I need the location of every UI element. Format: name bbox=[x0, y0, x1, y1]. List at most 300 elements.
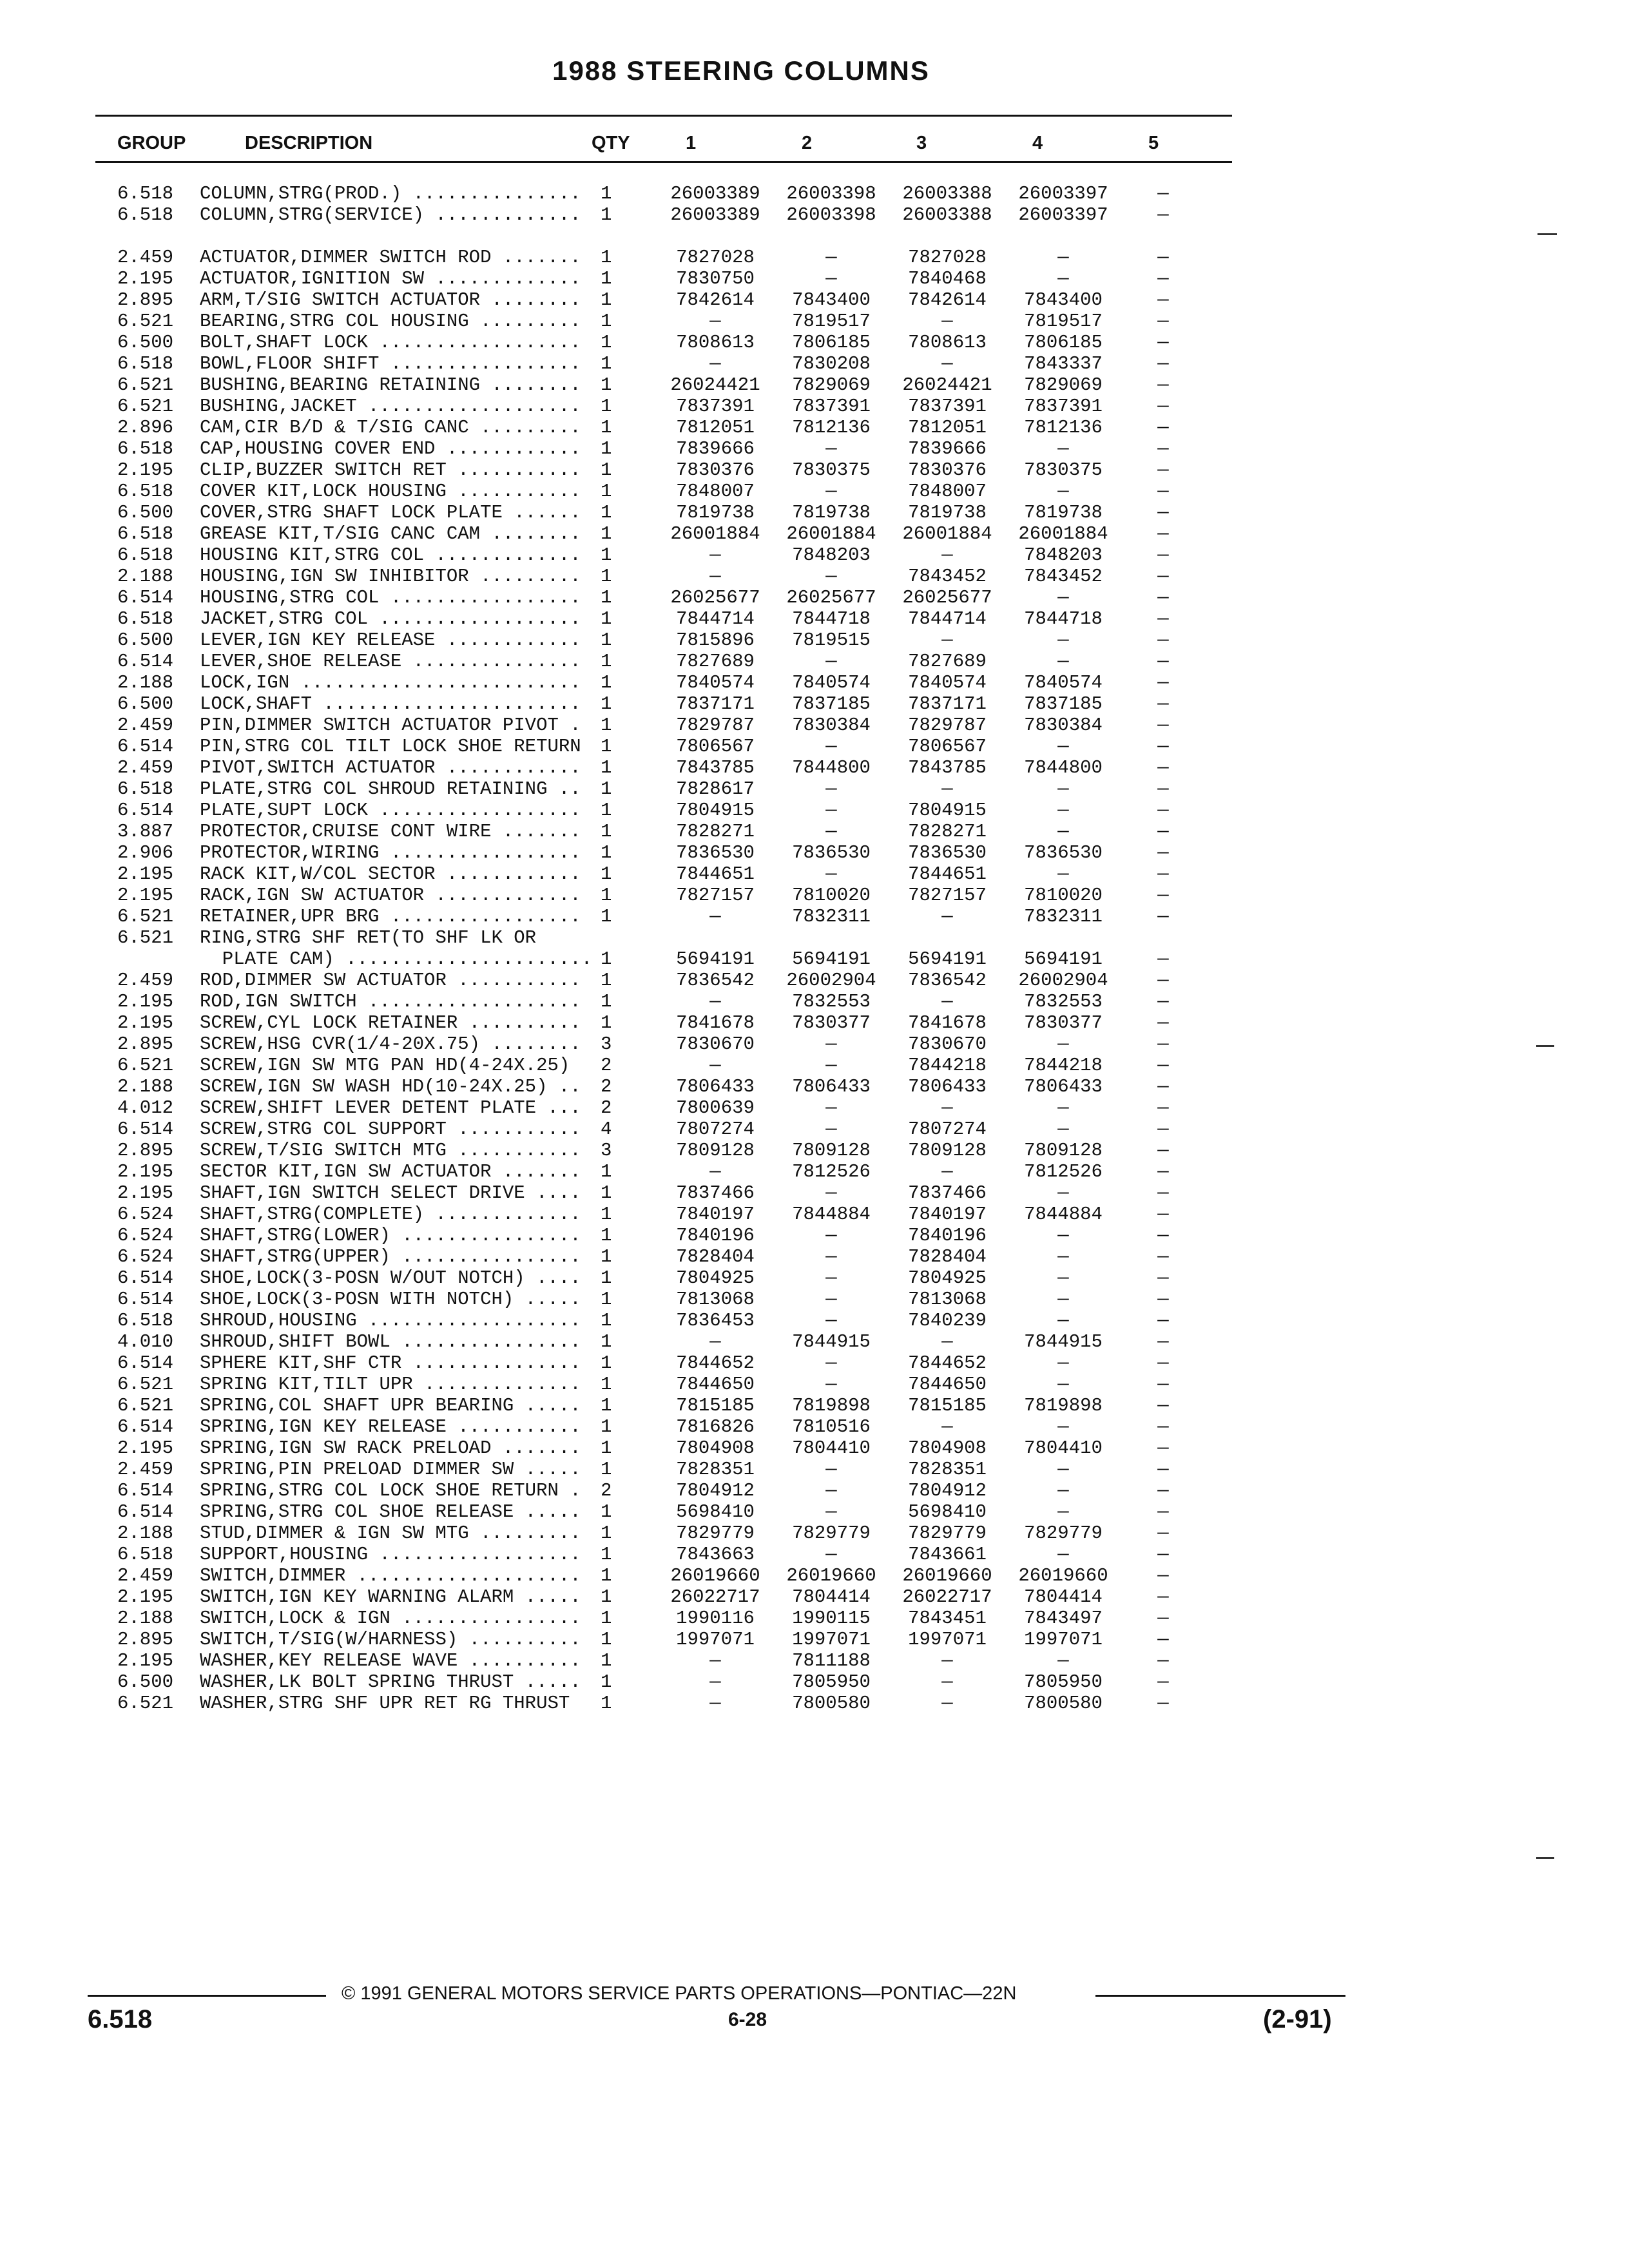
row-part-col-4: 7829779 bbox=[1024, 1523, 1103, 1544]
row-part-col-4: 7830375 bbox=[1024, 459, 1103, 481]
row-part-col-5: — bbox=[1157, 863, 1169, 885]
row-group: 6.521 bbox=[117, 1374, 174, 1395]
row-part-col-4: — bbox=[1057, 1246, 1069, 1267]
row-part-col-3: 26025677 bbox=[902, 587, 992, 608]
table-row bbox=[0, 927, 1629, 948]
row-qty: 1 bbox=[601, 608, 612, 629]
row-group: 2.459 bbox=[117, 715, 174, 736]
row-part-col-3: — bbox=[941, 353, 953, 374]
row-qty: 1 bbox=[601, 247, 612, 268]
row-part-col-2: — bbox=[825, 1267, 837, 1289]
row-part-col-5: — bbox=[1157, 1523, 1169, 1544]
row-part-col-5: — bbox=[1157, 1140, 1169, 1161]
row-part-col-5: — bbox=[1157, 481, 1169, 502]
row-part-col-1: 26019660 bbox=[670, 1565, 760, 1586]
row-part-col-5: — bbox=[1157, 885, 1169, 906]
row-description: SHAFT,STRG(UPPER) ................ bbox=[200, 1246, 593, 1267]
row-group: 6.521 bbox=[117, 396, 174, 417]
row-description: HOUSING,STRG COL ................. bbox=[200, 587, 593, 608]
section-number: 6.518 bbox=[88, 2005, 153, 2033]
row-part-col-2: — bbox=[825, 821, 837, 842]
row-part-col-3: 7830376 bbox=[908, 459, 987, 481]
row-part-col-4: 7832553 bbox=[1024, 991, 1103, 1012]
row-part-col-3: — bbox=[941, 1161, 953, 1182]
page-title: 1988 STEERING COLUMNS bbox=[552, 55, 930, 86]
row-description: RACK,IGN SW ACTUATOR ............. bbox=[200, 885, 593, 906]
row-part-col-4: 7844800 bbox=[1024, 757, 1103, 778]
row-part-col-5: — bbox=[1157, 800, 1169, 821]
row-group: 2.195 bbox=[117, 991, 174, 1012]
row-part-col-2: 7830384 bbox=[792, 715, 871, 736]
row-part-col-5: — bbox=[1157, 247, 1169, 268]
row-description: COVER KIT,LOCK HOUSING ........... bbox=[200, 481, 593, 502]
row-description: SECTOR KIT,IGN SW ACTUATOR ....... bbox=[200, 1161, 593, 1182]
row-group: 6.524 bbox=[117, 1204, 174, 1225]
row-qty: 1 bbox=[601, 693, 612, 715]
row-qty: 1 bbox=[601, 863, 612, 885]
row-part-col-2: — bbox=[825, 800, 837, 821]
row-qty: 1 bbox=[601, 1416, 612, 1437]
row-part-col-3: 7813068 bbox=[908, 1289, 987, 1310]
row-description: SUPPORT,HOUSING .................. bbox=[200, 1544, 593, 1565]
row-part-col-4: 7843337 bbox=[1024, 353, 1103, 374]
row-part-col-5: — bbox=[1157, 289, 1169, 311]
table-row bbox=[0, 1544, 1629, 1565]
row-qty: 1 bbox=[601, 970, 612, 991]
row-qty: 1 bbox=[601, 906, 612, 927]
row-qty: 1 bbox=[601, 417, 612, 438]
row-part-col-3: 7836530 bbox=[908, 842, 987, 863]
row-part-col-4: 7832311 bbox=[1024, 906, 1103, 927]
row-part-col-1: 7830750 bbox=[676, 268, 755, 289]
table-row bbox=[0, 1416, 1629, 1437]
row-part-col-3: 26024421 bbox=[902, 374, 992, 396]
row-group: 6.514 bbox=[117, 1501, 174, 1523]
row-part-col-1: 7829779 bbox=[676, 1523, 755, 1544]
row-qty: 1 bbox=[601, 885, 612, 906]
table-row bbox=[0, 715, 1629, 736]
row-part-col-1: 7812051 bbox=[676, 417, 755, 438]
row-qty: 1 bbox=[601, 1693, 612, 1714]
row-part-col-3: 7840574 bbox=[908, 672, 987, 693]
row-group: 3.887 bbox=[117, 821, 174, 842]
row-group: 6.524 bbox=[117, 1246, 174, 1267]
row-group: 6.524 bbox=[117, 1225, 174, 1246]
row-part-col-2: — bbox=[825, 1182, 837, 1204]
row-part-col-2: 7844800 bbox=[792, 757, 871, 778]
row-description: RETAINER,UPR BRG ................. bbox=[200, 906, 593, 927]
row-part-col-4: 7819898 bbox=[1024, 1395, 1103, 1416]
row-part-col-1: 7828271 bbox=[676, 821, 755, 842]
row-qty: 1 bbox=[601, 587, 612, 608]
row-part-col-2: 7805950 bbox=[792, 1671, 871, 1693]
row-part-col-4: 7804410 bbox=[1024, 1437, 1103, 1459]
row-group: 6.521 bbox=[117, 311, 174, 332]
margin-tick bbox=[1536, 1857, 1554, 1859]
row-part-col-4: 26003397 bbox=[1018, 183, 1108, 204]
row-part-col-4: — bbox=[1057, 1119, 1069, 1140]
row-part-col-4: — bbox=[1057, 1459, 1069, 1480]
table-row bbox=[0, 1225, 1629, 1246]
row-part-col-2: 7837185 bbox=[792, 693, 871, 715]
row-part-col-1: 7828617 bbox=[676, 778, 755, 800]
row-description: SCREW,IGN SW MTG PAN HD(4-24X.25) bbox=[200, 1055, 581, 1076]
row-group: 2.188 bbox=[117, 566, 174, 587]
row-part-col-3: 7843661 bbox=[908, 1544, 987, 1565]
row-part-col-2: — bbox=[825, 1055, 837, 1076]
row-group: 2.459 bbox=[117, 1459, 174, 1480]
row-description: WASHER,LK BOLT SPRING THRUST ..... bbox=[200, 1671, 593, 1693]
table-row bbox=[0, 1119, 1629, 1140]
row-description: BEARING,STRG COL HOUSING ......... bbox=[200, 311, 593, 332]
row-part-col-3: 7842614 bbox=[908, 289, 987, 311]
row-part-col-5: — bbox=[1157, 1650, 1169, 1671]
row-qty: 4 bbox=[601, 1119, 612, 1140]
table-row bbox=[0, 289, 1629, 311]
row-part-col-2: — bbox=[825, 247, 837, 268]
row-part-col-1: 7842614 bbox=[676, 289, 755, 311]
row-group: 4.012 bbox=[117, 1097, 174, 1119]
row-part-col-3: 26001884 bbox=[902, 523, 992, 544]
row-part-col-1: — bbox=[709, 566, 721, 587]
row-part-col-1: 7836542 bbox=[676, 970, 755, 991]
row-group: 2.896 bbox=[117, 417, 174, 438]
row-qty: 1 bbox=[601, 821, 612, 842]
row-part-col-2: 7811188 bbox=[792, 1650, 871, 1671]
row-part-col-4: 7810020 bbox=[1024, 885, 1103, 906]
row-part-col-5: — bbox=[1157, 1225, 1169, 1246]
row-part-col-4: 7843452 bbox=[1024, 566, 1103, 587]
row-part-col-4: — bbox=[1057, 1097, 1069, 1119]
table-row bbox=[0, 1565, 1629, 1586]
row-part-col-1: 7819738 bbox=[676, 502, 755, 523]
row-group: 6.518 bbox=[117, 523, 174, 544]
row-part-col-2: — bbox=[825, 1033, 837, 1055]
row-qty: 1 bbox=[601, 332, 612, 353]
row-qty: 1 bbox=[601, 311, 612, 332]
table-row bbox=[0, 1140, 1629, 1161]
row-part-col-5: — bbox=[1157, 374, 1169, 396]
row-part-col-2: — bbox=[825, 736, 837, 757]
row-group: 2.195 bbox=[117, 1161, 174, 1182]
table-row bbox=[0, 608, 1629, 629]
table-row bbox=[0, 396, 1629, 417]
row-qty: 1 bbox=[601, 1501, 612, 1523]
row-part-col-4: 7844884 bbox=[1024, 1204, 1103, 1225]
row-part-col-1: 7804915 bbox=[676, 800, 755, 821]
row-part-col-2: 7819738 bbox=[792, 502, 871, 523]
row-part-col-3: — bbox=[941, 1693, 953, 1714]
row-part-col-1: — bbox=[709, 1671, 721, 1693]
row-description: PROTECTOR,WIRING ................. bbox=[200, 842, 593, 863]
row-part-col-2: 1990115 bbox=[792, 1608, 871, 1629]
row-group: 6.521 bbox=[117, 1693, 174, 1714]
row-part-col-4: 7830384 bbox=[1024, 715, 1103, 736]
row-description: SWITCH,LOCK & IGN ................ bbox=[200, 1608, 593, 1629]
row-description: WASHER,KEY RELEASE WAVE .......... bbox=[200, 1650, 593, 1671]
table-row bbox=[0, 672, 1629, 693]
row-description: SCREW,HSG CVR(1/4-20X.75) ........ bbox=[200, 1033, 593, 1055]
col-header-4: 4 bbox=[1032, 133, 1043, 153]
row-part-col-5: — bbox=[1157, 1416, 1169, 1437]
row-qty: 1 bbox=[601, 353, 612, 374]
row-part-col-4: — bbox=[1057, 651, 1069, 672]
row-part-col-4: — bbox=[1057, 821, 1069, 842]
row-group: 2.459 bbox=[117, 1565, 174, 1586]
table-row bbox=[0, 1586, 1629, 1608]
row-part-col-2: — bbox=[825, 268, 837, 289]
row-part-col-4: 7812136 bbox=[1024, 417, 1103, 438]
table-row bbox=[0, 1480, 1629, 1501]
row-part-col-2: 7804414 bbox=[792, 1586, 871, 1608]
row-group: 2.195 bbox=[117, 885, 174, 906]
row-qty: 1 bbox=[601, 757, 612, 778]
row-part-col-5: — bbox=[1157, 1119, 1169, 1140]
table-row bbox=[0, 1161, 1629, 1182]
row-group: 6.518 bbox=[117, 481, 174, 502]
table-row bbox=[0, 226, 1629, 247]
row-description: PROTECTOR,CRUISE CONT WIRE ....... bbox=[200, 821, 593, 842]
row-part-col-4: — bbox=[1057, 1544, 1069, 1565]
row-part-col-5: — bbox=[1157, 1161, 1169, 1182]
row-qty: 1 bbox=[601, 1608, 612, 1629]
row-description: SCREW,IGN SW WASH HD(10-24X.25) .. bbox=[200, 1076, 593, 1097]
row-part-col-3: 7812051 bbox=[908, 417, 987, 438]
row-part-col-2: — bbox=[825, 1310, 837, 1331]
table-row bbox=[0, 1097, 1629, 1119]
row-qty: 1 bbox=[601, 438, 612, 459]
row-part-col-3: 7806567 bbox=[908, 736, 987, 757]
row-part-col-3: — bbox=[941, 991, 953, 1012]
row-qty: 1 bbox=[601, 1586, 612, 1608]
row-description: RING,STRG SHF RET(TO SHF LK OR bbox=[200, 927, 537, 948]
row-part-col-4: 26002904 bbox=[1018, 970, 1108, 991]
row-description: LOCK,IGN ......................... bbox=[200, 672, 593, 693]
row-part-col-2: 7848203 bbox=[792, 544, 871, 566]
row-qty: 1 bbox=[601, 204, 612, 226]
row-part-col-3: 7844218 bbox=[908, 1055, 987, 1076]
table-row bbox=[0, 778, 1629, 800]
table-row bbox=[0, 736, 1629, 757]
row-part-col-3: 7837171 bbox=[908, 693, 987, 715]
row-qty: 1 bbox=[601, 566, 612, 587]
row-part-col-4: 7800580 bbox=[1024, 1693, 1103, 1714]
table-row bbox=[0, 693, 1629, 715]
row-part-col-3: — bbox=[941, 778, 953, 800]
row-group: 2.195 bbox=[117, 268, 174, 289]
row-qty: 1 bbox=[601, 1225, 612, 1246]
row-part-col-4: 1997071 bbox=[1024, 1629, 1103, 1650]
row-part-col-3: 7844714 bbox=[908, 608, 987, 629]
row-description: CLIP,BUZZER SWITCH RET ........... bbox=[200, 459, 593, 481]
row-part-col-1: — bbox=[709, 1331, 721, 1352]
table-row bbox=[0, 1693, 1629, 1714]
row-part-col-2: — bbox=[825, 1374, 837, 1395]
row-description: SHROUD,HOUSING ................... bbox=[200, 1310, 593, 1331]
row-description: ROD,IGN SWITCH ................... bbox=[200, 991, 593, 1012]
row-part-col-5: — bbox=[1157, 1480, 1169, 1501]
row-part-col-1: 26001884 bbox=[670, 523, 760, 544]
row-description: SCREW,STRG COL SUPPORT ........... bbox=[200, 1119, 593, 1140]
row-group: 2.195 bbox=[117, 1182, 174, 1204]
table-row bbox=[0, 523, 1629, 544]
row-part-col-5: — bbox=[1157, 523, 1169, 544]
row-part-col-3: — bbox=[941, 1331, 953, 1352]
row-part-col-1: — bbox=[709, 1650, 721, 1671]
row-description: SHOE,LOCK(3-POSN W/OUT NOTCH) .... bbox=[200, 1267, 593, 1289]
row-part-col-1: — bbox=[709, 1161, 721, 1182]
table-row bbox=[0, 1523, 1629, 1544]
row-part-col-4: — bbox=[1057, 247, 1069, 268]
row-part-col-4: — bbox=[1057, 863, 1069, 885]
row-description: SHOE,LOCK(3-POSN WITH NOTCH) ..... bbox=[200, 1289, 593, 1310]
row-group: 6.500 bbox=[117, 693, 174, 715]
row-part-col-4: 7809128 bbox=[1024, 1140, 1103, 1161]
row-group: 2.195 bbox=[117, 1650, 174, 1671]
row-part-col-2: — bbox=[825, 1480, 837, 1501]
row-description: SCREW,T/SIG SWITCH MTG ........... bbox=[200, 1140, 593, 1161]
row-part-col-2: 7806185 bbox=[792, 332, 871, 353]
row-part-col-5: — bbox=[1157, 1267, 1169, 1289]
row-part-col-1: 7807274 bbox=[676, 1119, 755, 1140]
row-part-col-4: — bbox=[1057, 1267, 1069, 1289]
row-part-col-2: 7843400 bbox=[792, 289, 871, 311]
row-part-col-1: 7843785 bbox=[676, 757, 755, 778]
table-row bbox=[0, 204, 1629, 226]
row-part-col-5: — bbox=[1157, 1352, 1169, 1374]
table-row bbox=[0, 183, 1629, 204]
row-part-col-1: — bbox=[709, 311, 721, 332]
row-part-col-5: — bbox=[1157, 566, 1169, 587]
row-description: SHAFT,STRG(LOWER) ................ bbox=[200, 1225, 593, 1246]
row-part-col-2: 7836530 bbox=[792, 842, 871, 863]
row-part-col-4: — bbox=[1057, 800, 1069, 821]
row-qty: 1 bbox=[601, 1437, 612, 1459]
row-group: 6.518 bbox=[117, 1310, 174, 1331]
row-group: 6.514 bbox=[117, 1352, 174, 1374]
table-row bbox=[0, 1331, 1629, 1352]
row-group: 6.521 bbox=[117, 1055, 174, 1076]
row-description: SPHERE KIT,SHF CTR ............... bbox=[200, 1352, 593, 1374]
row-part-col-2: 7804410 bbox=[792, 1437, 871, 1459]
row-part-col-4: — bbox=[1057, 1416, 1069, 1437]
row-part-col-3: 7837466 bbox=[908, 1182, 987, 1204]
row-part-col-1: — bbox=[709, 1693, 721, 1714]
row-part-col-1: — bbox=[709, 353, 721, 374]
row-part-col-1: 7844652 bbox=[676, 1352, 755, 1374]
row-group: 2.188 bbox=[117, 1523, 174, 1544]
row-part-col-3: — bbox=[941, 544, 953, 566]
row-part-col-5: — bbox=[1157, 1055, 1169, 1076]
row-part-col-3: 7840196 bbox=[908, 1225, 987, 1246]
row-part-col-4: 7840574 bbox=[1024, 672, 1103, 693]
row-description: SHAFT,IGN SWITCH SELECT DRIVE .... bbox=[200, 1182, 593, 1204]
revision-date: (2-91) bbox=[1263, 2005, 1332, 2033]
row-part-col-1: — bbox=[709, 906, 721, 927]
table-row bbox=[0, 800, 1629, 821]
row-part-col-5: — bbox=[1157, 1544, 1169, 1565]
row-part-col-4: — bbox=[1057, 629, 1069, 651]
row-part-col-1: 26003389 bbox=[670, 204, 760, 226]
row-description: SCREW,SHIFT LEVER DETENT PLATE ... bbox=[200, 1097, 593, 1119]
row-part-col-2: 7830377 bbox=[792, 1012, 871, 1033]
row-group: 6.514 bbox=[117, 1416, 174, 1437]
row-part-col-2: 7844915 bbox=[792, 1331, 871, 1352]
row-qty: 1 bbox=[601, 715, 612, 736]
footer-rule-right bbox=[1095, 1995, 1345, 1997]
row-description: ACTUATOR,IGNITION SW ............. bbox=[200, 268, 593, 289]
table-row bbox=[0, 1267, 1629, 1289]
table-row bbox=[0, 417, 1629, 438]
row-part-col-5: — bbox=[1157, 693, 1169, 715]
row-part-col-3: 7815185 bbox=[908, 1395, 987, 1416]
row-part-col-5: — bbox=[1157, 757, 1169, 778]
row-part-col-2: — bbox=[825, 778, 837, 800]
row-part-col-3: 7806433 bbox=[908, 1076, 987, 1097]
row-group: 6.518 bbox=[117, 1544, 174, 1565]
row-group: 2.895 bbox=[117, 1033, 174, 1055]
row-part-col-1: 7827028 bbox=[676, 247, 755, 268]
row-part-col-5: — bbox=[1157, 1182, 1169, 1204]
row-part-col-1: 7806567 bbox=[676, 736, 755, 757]
row-group: 2.188 bbox=[117, 1076, 174, 1097]
row-part-col-1: 7836453 bbox=[676, 1310, 755, 1331]
row-part-col-2: 7806433 bbox=[792, 1076, 871, 1097]
row-part-col-4: 26003397 bbox=[1018, 204, 1108, 226]
row-part-col-4: 7806433 bbox=[1024, 1076, 1103, 1097]
row-part-col-1: 7843663 bbox=[676, 1544, 755, 1565]
row-part-col-1: 26024421 bbox=[670, 374, 760, 396]
row-group: 6.514 bbox=[117, 587, 174, 608]
row-part-col-1: 1990116 bbox=[676, 1608, 755, 1629]
row-part-col-1: 7830376 bbox=[676, 459, 755, 481]
row-group: 6.514 bbox=[117, 1267, 174, 1289]
row-part-col-4: — bbox=[1057, 587, 1069, 608]
row-group: 2.195 bbox=[117, 1586, 174, 1608]
table-row bbox=[0, 1310, 1629, 1331]
row-part-col-1: 7827157 bbox=[676, 885, 755, 906]
table-row bbox=[0, 1374, 1629, 1395]
row-part-col-3: 7829787 bbox=[908, 715, 987, 736]
row-qty: 1 bbox=[601, 459, 612, 481]
row-part-col-4: 26001884 bbox=[1018, 523, 1108, 544]
row-part-col-4: 7812526 bbox=[1024, 1161, 1103, 1182]
table-row bbox=[0, 481, 1629, 502]
row-part-col-1: 7840197 bbox=[676, 1204, 755, 1225]
row-group: 6.518 bbox=[117, 778, 174, 800]
table-row bbox=[0, 438, 1629, 459]
row-qty: 1 bbox=[601, 1395, 612, 1416]
row-group: 2.895 bbox=[117, 1140, 174, 1161]
row-description: PIVOT,SWITCH ACTUATOR ............ bbox=[200, 757, 593, 778]
row-group: 4.010 bbox=[117, 1331, 174, 1352]
row-description: LEVER,SHOE RELEASE ............... bbox=[200, 651, 593, 672]
row-part-col-3: 7843452 bbox=[908, 566, 987, 587]
row-part-col-1: 7815896 bbox=[676, 629, 755, 651]
table-row bbox=[0, 1437, 1629, 1459]
row-part-col-4: 7844915 bbox=[1024, 1331, 1103, 1352]
row-group: 6.500 bbox=[117, 502, 174, 523]
row-part-col-2: 7844718 bbox=[792, 608, 871, 629]
row-description: SCREW,CYL LOCK RETAINER .......... bbox=[200, 1012, 593, 1033]
row-part-col-3: 7809128 bbox=[908, 1140, 987, 1161]
row-part-col-2: 7829069 bbox=[792, 374, 871, 396]
row-group: 6.514 bbox=[117, 800, 174, 821]
col-header-qty: QTY bbox=[592, 133, 630, 153]
row-part-col-4: 7829069 bbox=[1024, 374, 1103, 396]
row-part-col-2: — bbox=[825, 566, 837, 587]
col-header-3: 3 bbox=[916, 133, 927, 153]
